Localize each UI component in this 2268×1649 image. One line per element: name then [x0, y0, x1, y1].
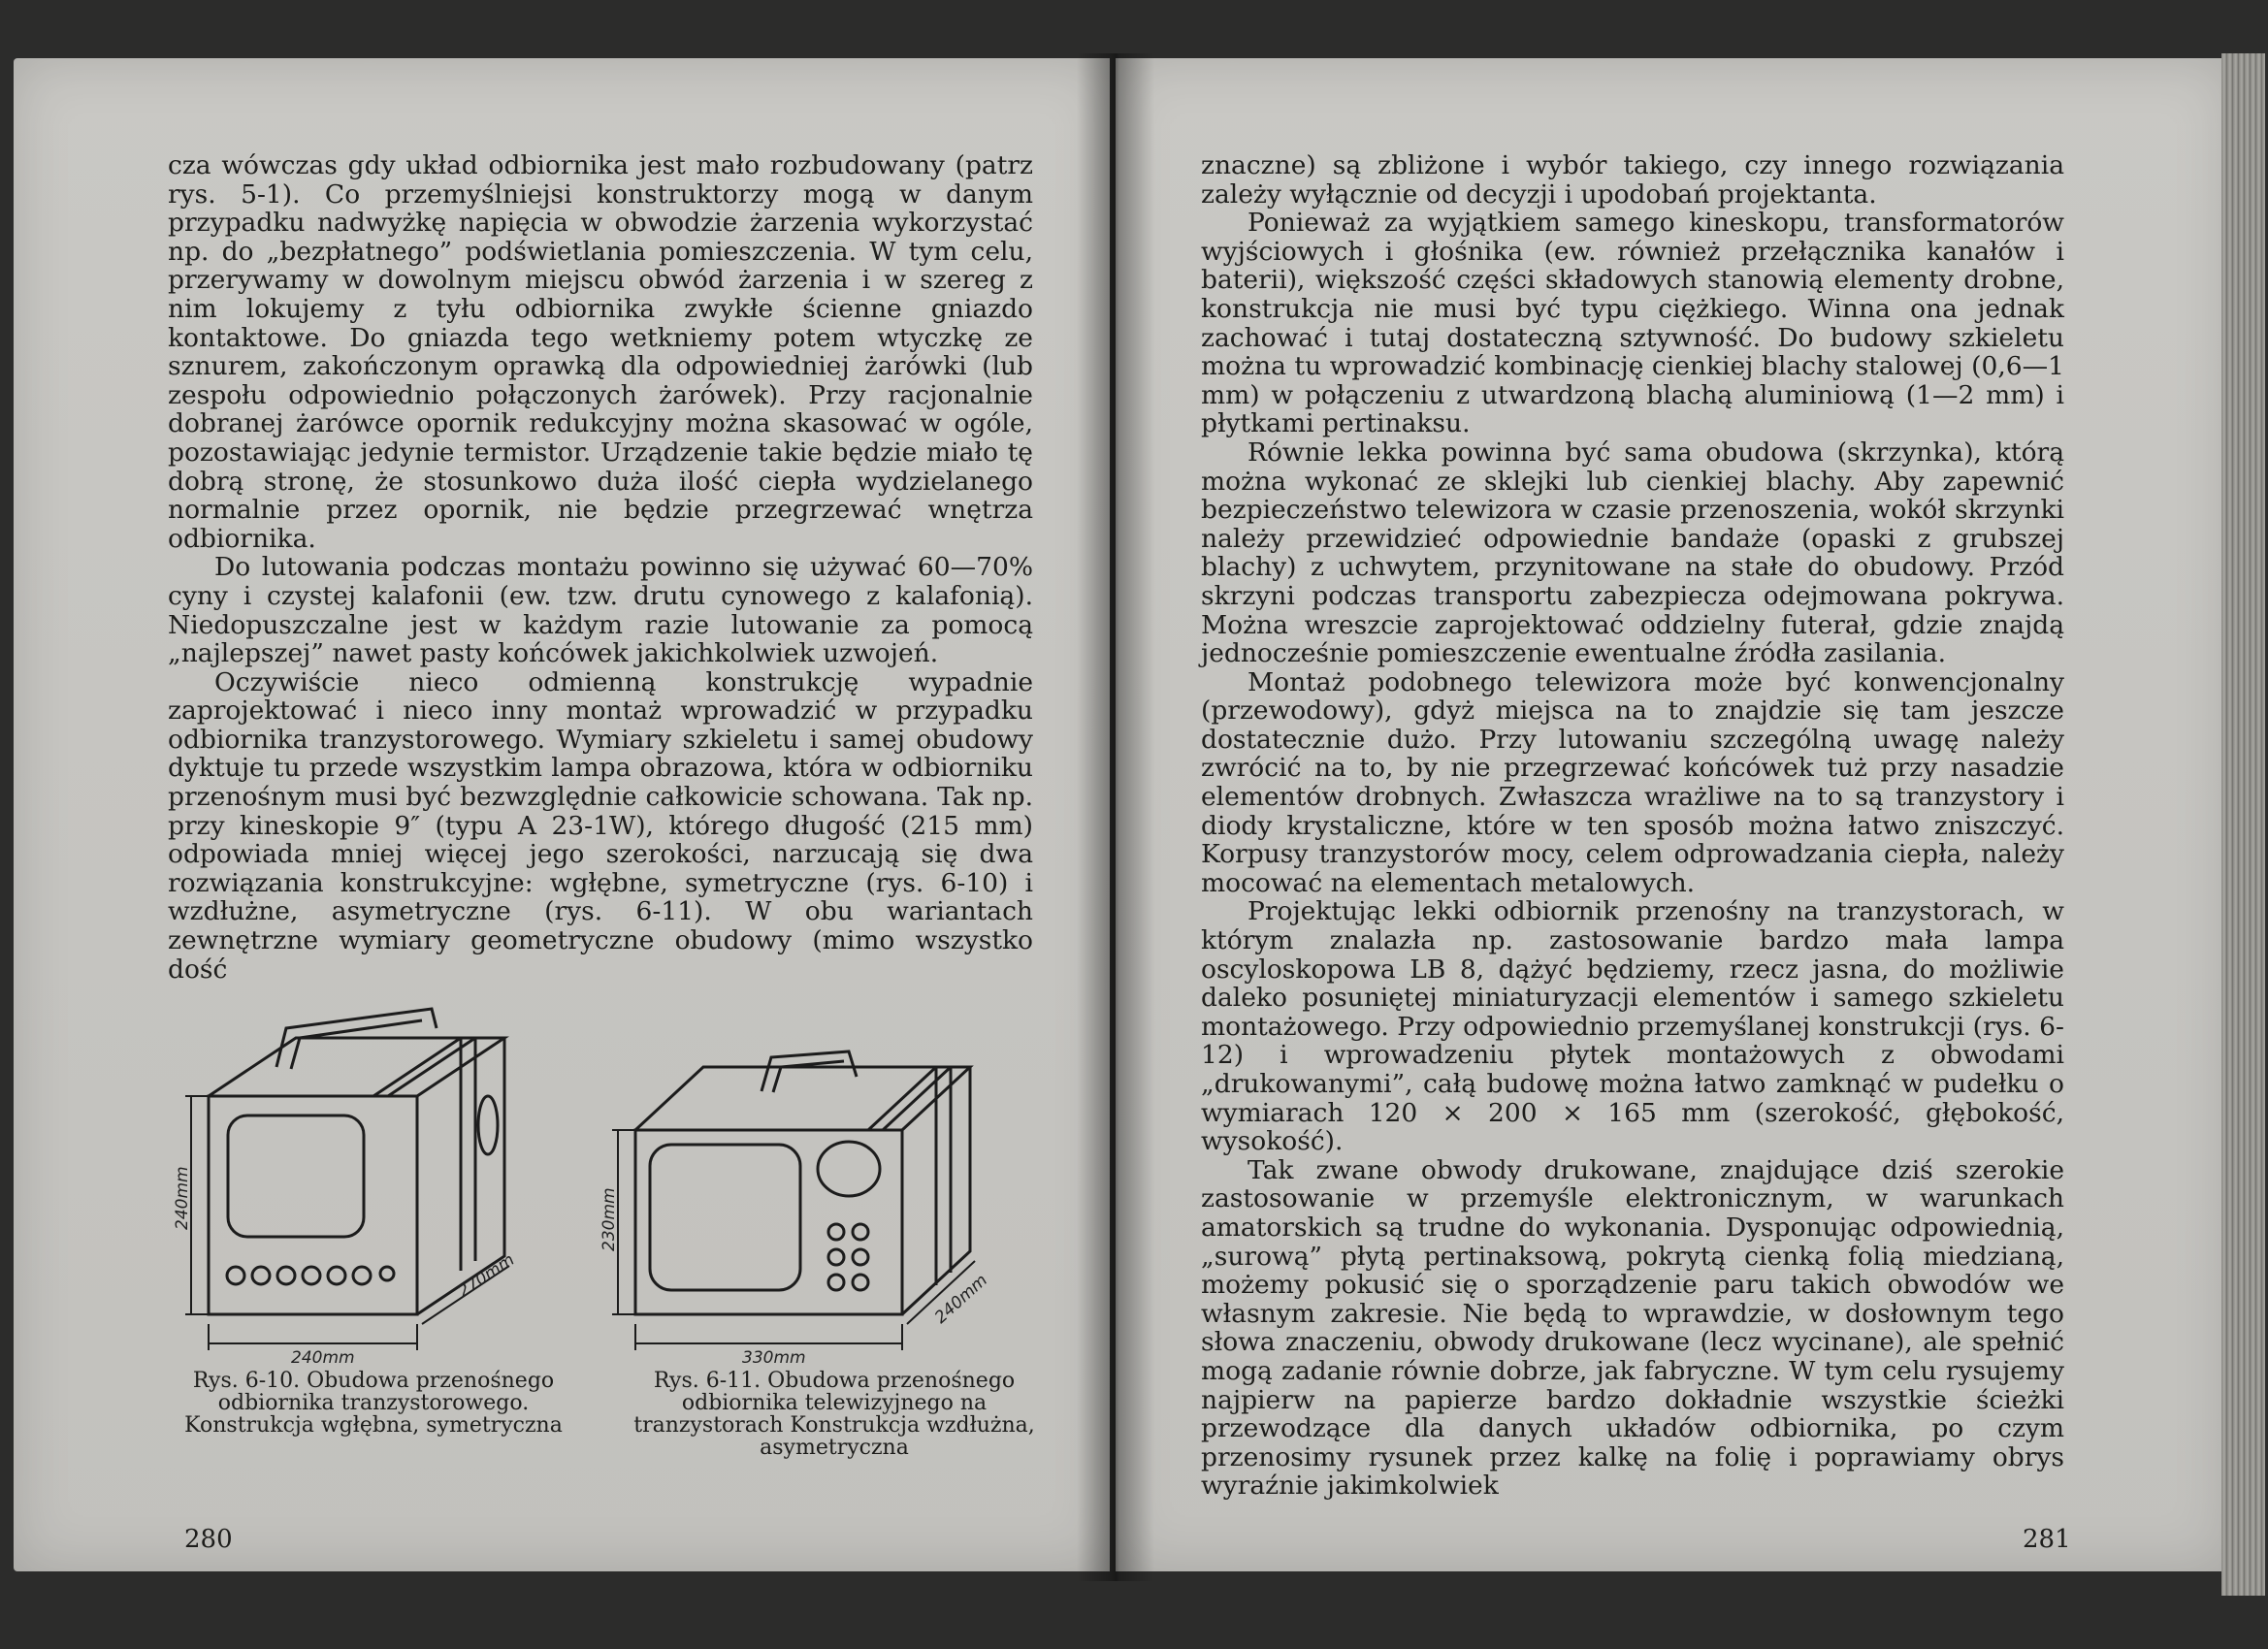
- right-page-body: [1201, 151, 2064, 1501]
- fig2-depth-dimension: 240mm: [930, 1270, 992, 1328]
- figure-6-10-drawing: [173, 989, 587, 1368]
- page-edge-stack: [2221, 53, 2265, 1596]
- left-page-body: [168, 151, 1033, 984]
- right-paragraph-4: Montaż podobnego telewizora może być konwencjonalny (przewodowy), gdyż miejsca na to znajdzie się tam jeszcze dostatecznie dużo. Przy lutowaniu szczególną uwagę należy zwrócić na to, by nie przegrzewać końcówek tuż przy nasadzie elementów drobnych. Zwłaszcza wrażliwe na to są tranzystory i diody krystaliczne, które w ten sposób można łatwo zniszczyć. Korpusy tranzystorów mocy, celem odprowadzania ciepła, należy mocować na elementach metalowych.: [1201, 666, 2064, 898]
- book-gutter: [1077, 53, 1154, 1581]
- right-paragraph-5: Projektując lekki odbiornik przenośny na tranzystorach, w którym znalazła np. zastosowanie bardzo mała lampa oscyloskopowa LB 8, dążyć będziemy, rzecz jasna, do możliwie daleko posuniętej miniaturyzacji elementów i samego szkieletu montażowego. Przy odpowiednio przemyślanej konstrukcji (rys. 6-12) i wprowadzeniu płytek montażowych z obwodami „drukowanymi”, całą budowę można łatwo zamknąć w pudełku o wymiarach 120 × 200 × 165 mm (szerokość, głębokość, wysokość).: [1201, 896, 2064, 1157]
- fig2-width-dimension: 330mm: [742, 1348, 806, 1368]
- page-number-left: 280: [184, 1525, 233, 1554]
- fig1-depth-dimension: 270mm: [454, 1249, 519, 1303]
- left-paragraph-3: Oczywiście nieco odmienną konstrukcję wypadnie zaprojektować i nieco inny montaż wprowadzić w przypadku odbiornika tranzystorowego. Wymiary szkieletu i samej obudowy dyktuje tu przede wszystkim lampa obrazowa, która w odbiorniku przenośnym musi być bezwzględnie całkowicie schowana. Tak np. przy kineskopie 9″ (typu A 23-1W), którego długość (215 mm) odpowiada mniej więcej jego szerokości, narzucają się dwa rozwiązania konstrukcyjne: wgłębne, symetryczne (rys. 6-10) i wzdłużne, asymetryczne (rys. 6-11). W obu wariantach zewnętrzne wymiary geometryczne obudowy (mimo wszystko dość: [168, 666, 1033, 985]
- right-paragraph-1: znaczne) są zbliżone i wybór takiego, czy innego rozwiązania zależy wyłącznie od decyzji i upodobań projektanta.: [1201, 150, 2064, 210]
- right-paragraph-6: Tak zwane obwody drukowane, znajdujące dziś szerokie zastosowanie w przemyśle elektronicznym, w warunkach amatorskich są trudne do wykonania. Dysponując odpowiednią, „surową” płytą pertinaksową, pokrytą cienką folią miedzianą, możemy pokusić się o sporządzenie paru takich obwodów we własnym zakresie. Nie będą to wprawdzie, w dosłownym tego słowa znaczeniu, obwody drukowane (lecz wycinane), ale spełnić mogą zadanie równie dobrze, jak fabryczne. W tym celu rysujemy najpierw na papierze bardzo dokładnie wszystkie ścieżki przewodzące dla danych układów odbiornika, po czym przenosimy rysunek przez kalkę na folię i poprawiamy obrys wyraźnie jakimkolwiek: [1201, 1154, 2064, 1502]
- figure-6-10-caption: Rys. 6-10. Obudowa przenośnego odbiornika tranzystorowego. Konstrukcja wgłębna, symetryczna: [184, 1369, 563, 1438]
- right-paragraph-3: Równie lekka powinna być sama obudowa (skrzynka), którą można wykonać ze sklejki lub cienkiej blachy. Aby zapewnić bezpieczeństwo telewizora w czasie przenoszenia, wokół skrzynki należy przewidzieć odpowiednie bandaże (opaski z grubszej blachy) z uchwytem, przynitowane na stałe do obudowy. Przód skrzyni podczas transportu zabezpiecza odejmowana pokrywa. Można wreszcie zaprojektować oddzielny futerał, gdzie znajdą jednocześnie pomieszczenie ewentualne źródła zasilania.: [1201, 436, 2064, 669]
- page-number-right: 281: [2023, 1525, 2071, 1554]
- fig1-width-dimension: 240mm: [291, 1348, 355, 1368]
- right-paragraph-2: Ponieważ za wyjątkiem samego kineskopu, transformatorów wyjściowych i głośnika (ew. również przełącznika kanałów i baterii), większość części składowych stanowią elementy drobne, konstrukcja nie musi być typu ciężkiego. Winna ona jednak zachować i tutaj dostateczną sztywność. Do budowy szkieletu można tu wprowadzić kombinację cienkiej blachy stalowej (0,6—1 mm) w połączeniu z utwardzoną blachą aluminiową (1—2 mm) i płytkami pertinaksu.: [1201, 208, 2064, 439]
- figure-6-11-caption: Rys. 6-11. Obudowa przenośnego odbiornika telewizyjnego na tranzystorach Konstrukcja wzdłużna, asymetryczna: [633, 1369, 1035, 1460]
- left-paragraph-1: cza wówczas gdy układ odbiornika jest mało rozbudowany (patrz rys. 5-1). Co przemyślniejsi konstruktorzy mogą w danym przypadku nadwyżkę napięcia w obwodzie żarzenia wykorzystać np. do „bezpłatnego” podświetlania pomieszczenia. W tym celu, przerywamy w dowolnym miejscu obwód żarzenia i w szereg z nim lokujemy z tyłu odbiornika zwykłe ścienne gniazdo kontaktowe. Do gniazda tego wetkniemy potem wtyczkę ze sznurem, zakończonym oprawką dla odpowiedniej żarówki (lub zespołu odpowiednio połączonych żarówek). Przy racjonalnie dobranej żarówce opornik redukcyjny można skasować w ogóle, pozostawiając jedynie termistor. Urządzenie takie będzie miało tę dobrą stronę, że stosunkowo duża ilość ciepła wydzielanego normalnie przez opornik, nie będzie przegrzewać wnętrza odbiornika.: [168, 150, 1033, 554]
- figure-6-11-drawing: [599, 1048, 1053, 1368]
- fig1-height-dimension: 240mm: [173, 1166, 192, 1230]
- fig2-height-dimension: 230mm: [599, 1187, 619, 1251]
- left-paragraph-2: Do lutowania podczas montażu powinno się używać 60—70% cyny i czystej kalafonii (ew. tzw. drutu cynowego z kalafonią). Niedopuszczalne jest w każdym razie lutowanie za pomocą „najlepszej” nawet pasty końcówek jakichkolwiek uzwojeń.: [168, 552, 1033, 669]
